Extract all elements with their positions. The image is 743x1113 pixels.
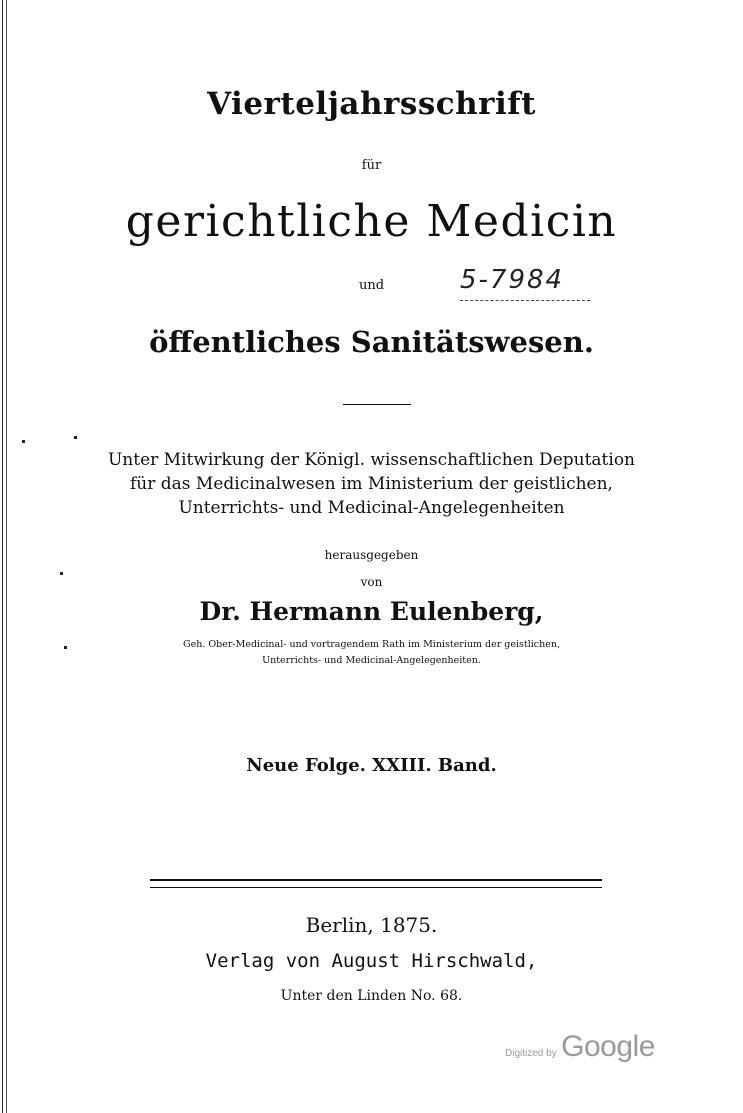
by-label: von bbox=[360, 575, 383, 589]
google-watermark bbox=[505, 1030, 655, 1064]
editor-title-line: Unterrichts- und Medicinal-Angelegenheiten. bbox=[262, 655, 481, 666]
handwritten-underline bbox=[460, 300, 590, 301]
editor-name: Dr. Hermann Eulenberg, bbox=[199, 597, 544, 626]
publisher: Verlag von August Hirschwald, bbox=[205, 950, 538, 972]
title-line-3: öffentliches Sanitätswesen. bbox=[149, 325, 594, 359]
title-line-1: Vierteljahrsschrift bbox=[207, 86, 536, 122]
collaboration-line: für das Medicinalwesen im Ministerium der geistlichen, bbox=[130, 474, 613, 494]
google-logo-text: Google bbox=[561, 1030, 655, 1063]
publisher-address: Unter den Linden No. 68. bbox=[280, 988, 463, 1004]
digitized-label: Digitized by bbox=[505, 1048, 557, 1059]
collaboration-statement bbox=[0, 448, 743, 520]
scan-speck bbox=[74, 436, 77, 439]
connector-fuer: für bbox=[361, 158, 382, 173]
series-volume: Neue Folge. XXIII. Band. bbox=[246, 755, 497, 776]
edited-label: herausgegeben bbox=[324, 548, 419, 562]
scan-speck bbox=[22, 440, 25, 443]
connector-und: und bbox=[358, 278, 385, 293]
handwritten-call-number: 5-7984 bbox=[460, 265, 565, 295]
double-divider bbox=[150, 879, 602, 888]
editor-title-line: Geh. Ober-Medicinal- und vortragendem Rath im Ministerium der geistlichen, bbox=[182, 639, 561, 650]
city-year: Berlin, 1875. bbox=[305, 913, 438, 937]
collaboration-line: Unter Mitwirkung der Königl. wissenschaftlichen Deputation bbox=[107, 450, 636, 470]
title-line-2: gerichtliche Medicin bbox=[125, 196, 618, 247]
editor-titles bbox=[0, 637, 743, 669]
collaboration-line: Unterrichts- und Medicinal-Angelegenheiten bbox=[178, 498, 565, 518]
short-divider bbox=[343, 404, 411, 405]
